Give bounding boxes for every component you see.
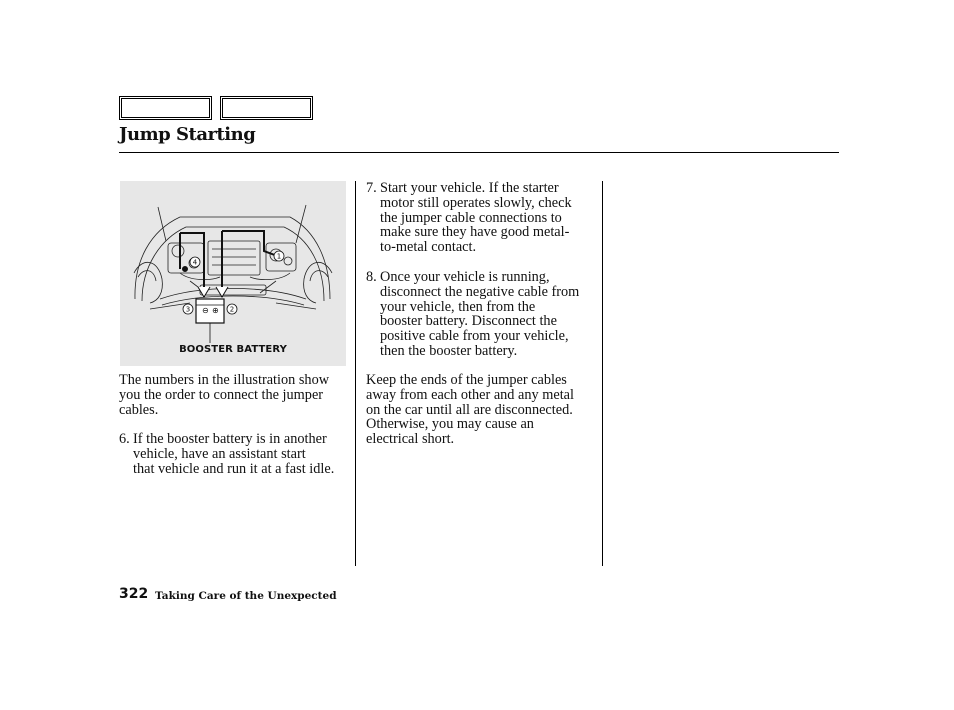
intro-paragraph <box>119 373 329 417</box>
figure-caption: BOOSTER BATTERY <box>179 344 287 355</box>
warning-line: on the car until all are disconnected. <box>366 401 573 418</box>
battery-negative-terminal: ⊖ <box>202 306 209 315</box>
header-tab-box-right <box>220 96 313 120</box>
warning-line: Keep the ends of the jumper cables <box>366 372 567 388</box>
booster-battery-icon <box>196 299 224 323</box>
step-7-line: make sure they have good metal- <box>380 224 570 241</box>
column-divider-1 <box>355 181 356 566</box>
step-6-number: 6. <box>119 431 130 447</box>
header-tab-box-left <box>119 96 212 120</box>
warning-line: Otherwise, you may cause an <box>366 416 534 433</box>
hood-stay-left <box>158 207 166 241</box>
step-6 <box>119 432 353 482</box>
marker-4: 4 <box>192 258 198 267</box>
warning-line: electrical short. <box>366 431 455 448</box>
step-7-line: motor still operates slowly, check <box>380 194 572 211</box>
marker-1: 1 <box>276 252 282 261</box>
warning-line: away from each other and any metal <box>366 386 575 403</box>
page-number: 322 <box>119 586 149 602</box>
step-8-line: booster battery. Disconnect the <box>380 313 557 330</box>
section-name: Taking Care of the Unexpected <box>155 590 337 602</box>
inner-outline <box>142 227 324 301</box>
step-6-line: that vehicle and run it at a fast idle. <box>133 460 335 477</box>
step-8-line: your vehicle, then from the <box>380 298 536 315</box>
step-7-text <box>380 181 572 255</box>
intro-line: The numbers in the illustration show <box>119 372 330 388</box>
intro-line: you the order to connect the jumper <box>119 386 324 403</box>
step-8-line: disconnect the negative cable from <box>380 283 580 300</box>
engine-bay-drawing <box>120 181 346 366</box>
step-6-line: If the booster battery is in another <box>133 431 327 447</box>
step-6-text <box>133 432 334 476</box>
step-8-text <box>380 270 579 359</box>
clamp-icon <box>216 287 228 297</box>
step-7 <box>366 181 598 261</box>
jump-start-illustration <box>120 181 346 366</box>
engine-block <box>208 241 260 275</box>
step-8-number: 8. <box>366 269 377 285</box>
column-divider-2 <box>602 181 603 566</box>
body-outline <box>135 217 330 299</box>
step-8-line: positive cable from your vehicle, <box>380 328 569 345</box>
step-7-line: the jumper cable connections to <box>380 209 562 226</box>
step-7-line: to-metal contact. <box>380 239 477 256</box>
battery-positive-terminal: ⊕ <box>212 306 219 315</box>
step-8-line: Once your vehicle is running, <box>380 269 550 285</box>
page-title: Jump Starting <box>119 124 256 145</box>
step-7-number: 7. <box>366 180 377 196</box>
step-6-line: vehicle, have an assistant start <box>133 445 306 462</box>
marker-2: 2 <box>229 305 235 314</box>
step-8-line: then the booster battery. <box>380 342 518 359</box>
step-8 <box>366 270 600 365</box>
marker-3: 3 <box>185 305 191 314</box>
wheel-arch-right <box>304 262 332 303</box>
title-rule <box>119 152 839 153</box>
warning-paragraph <box>366 373 574 447</box>
intro-line: cables. <box>119 401 159 418</box>
step-7-line: Start your vehicle. If the starter <box>380 180 559 196</box>
